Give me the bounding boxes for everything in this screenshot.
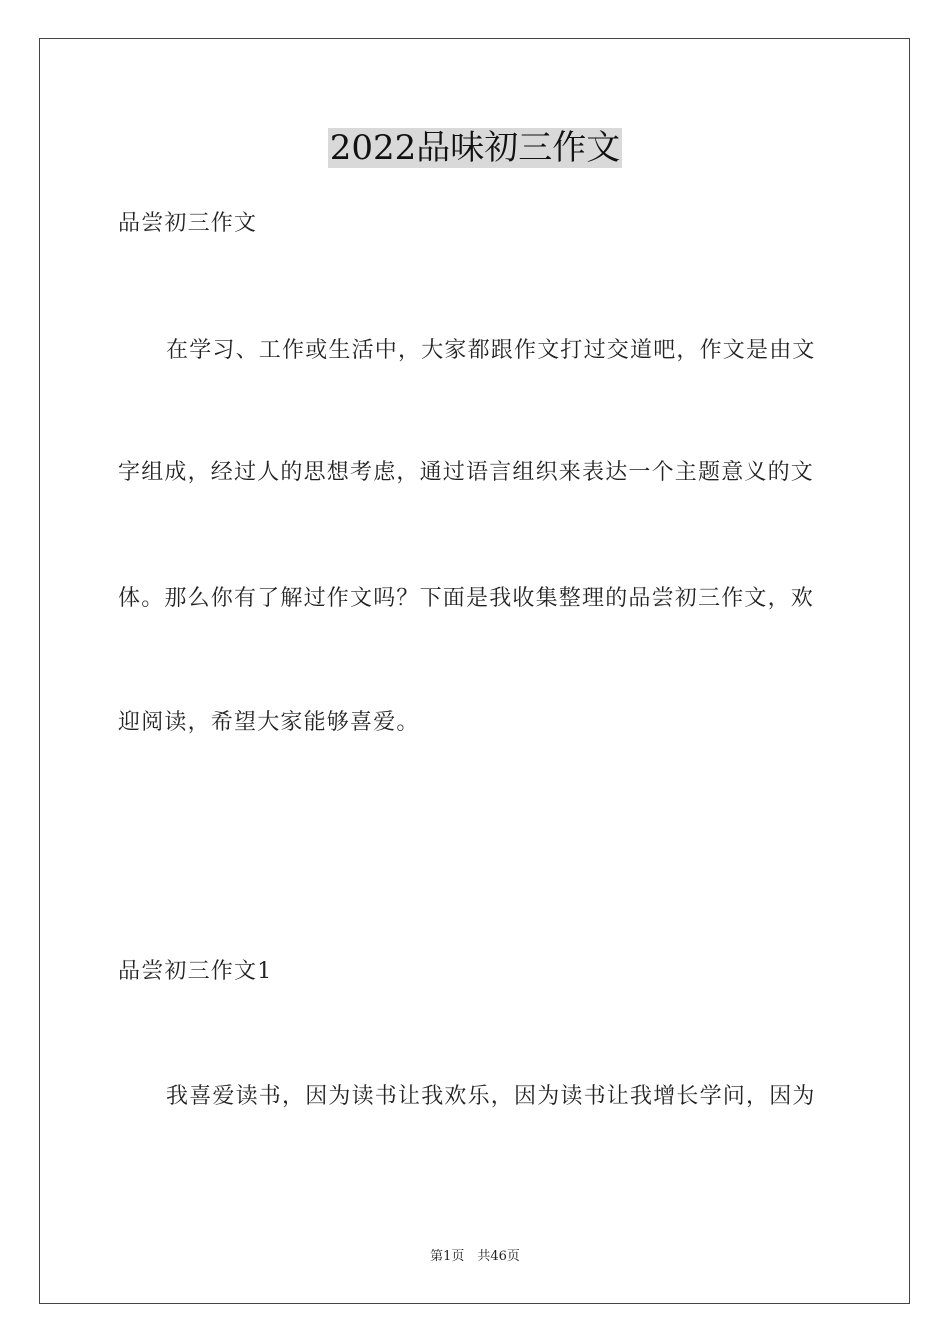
paragraph-line: 迎阅读，希望大家能够喜爱。 bbox=[118, 710, 420, 735]
paragraph-line: 我喜爱读书，因为读书让我欢乐，因为读书让我增长学问，因为 bbox=[166, 1084, 816, 1109]
section-heading: 品尝初三作文1 bbox=[118, 959, 273, 984]
paragraph-line: 在学习、工作或生活中，大家都跟作文打过交道吧，作文是由文 bbox=[166, 338, 816, 363]
section-heading: 品尝初三作文 bbox=[118, 211, 258, 236]
document-title bbox=[0, 126, 950, 170]
paragraph-line: 字组成，经过人的思想考虑，通过语言组织来表达一个主题意义的文 bbox=[118, 460, 815, 485]
paragraph-line: 体。那么你有了解过作文吗？下面是我收集整理的品尝初三作文，欢 bbox=[118, 586, 815, 611]
page-footer: 第1页 共46页 bbox=[430, 1249, 520, 1264]
document-title-text: 2022品味初三作文 bbox=[329, 128, 621, 168]
